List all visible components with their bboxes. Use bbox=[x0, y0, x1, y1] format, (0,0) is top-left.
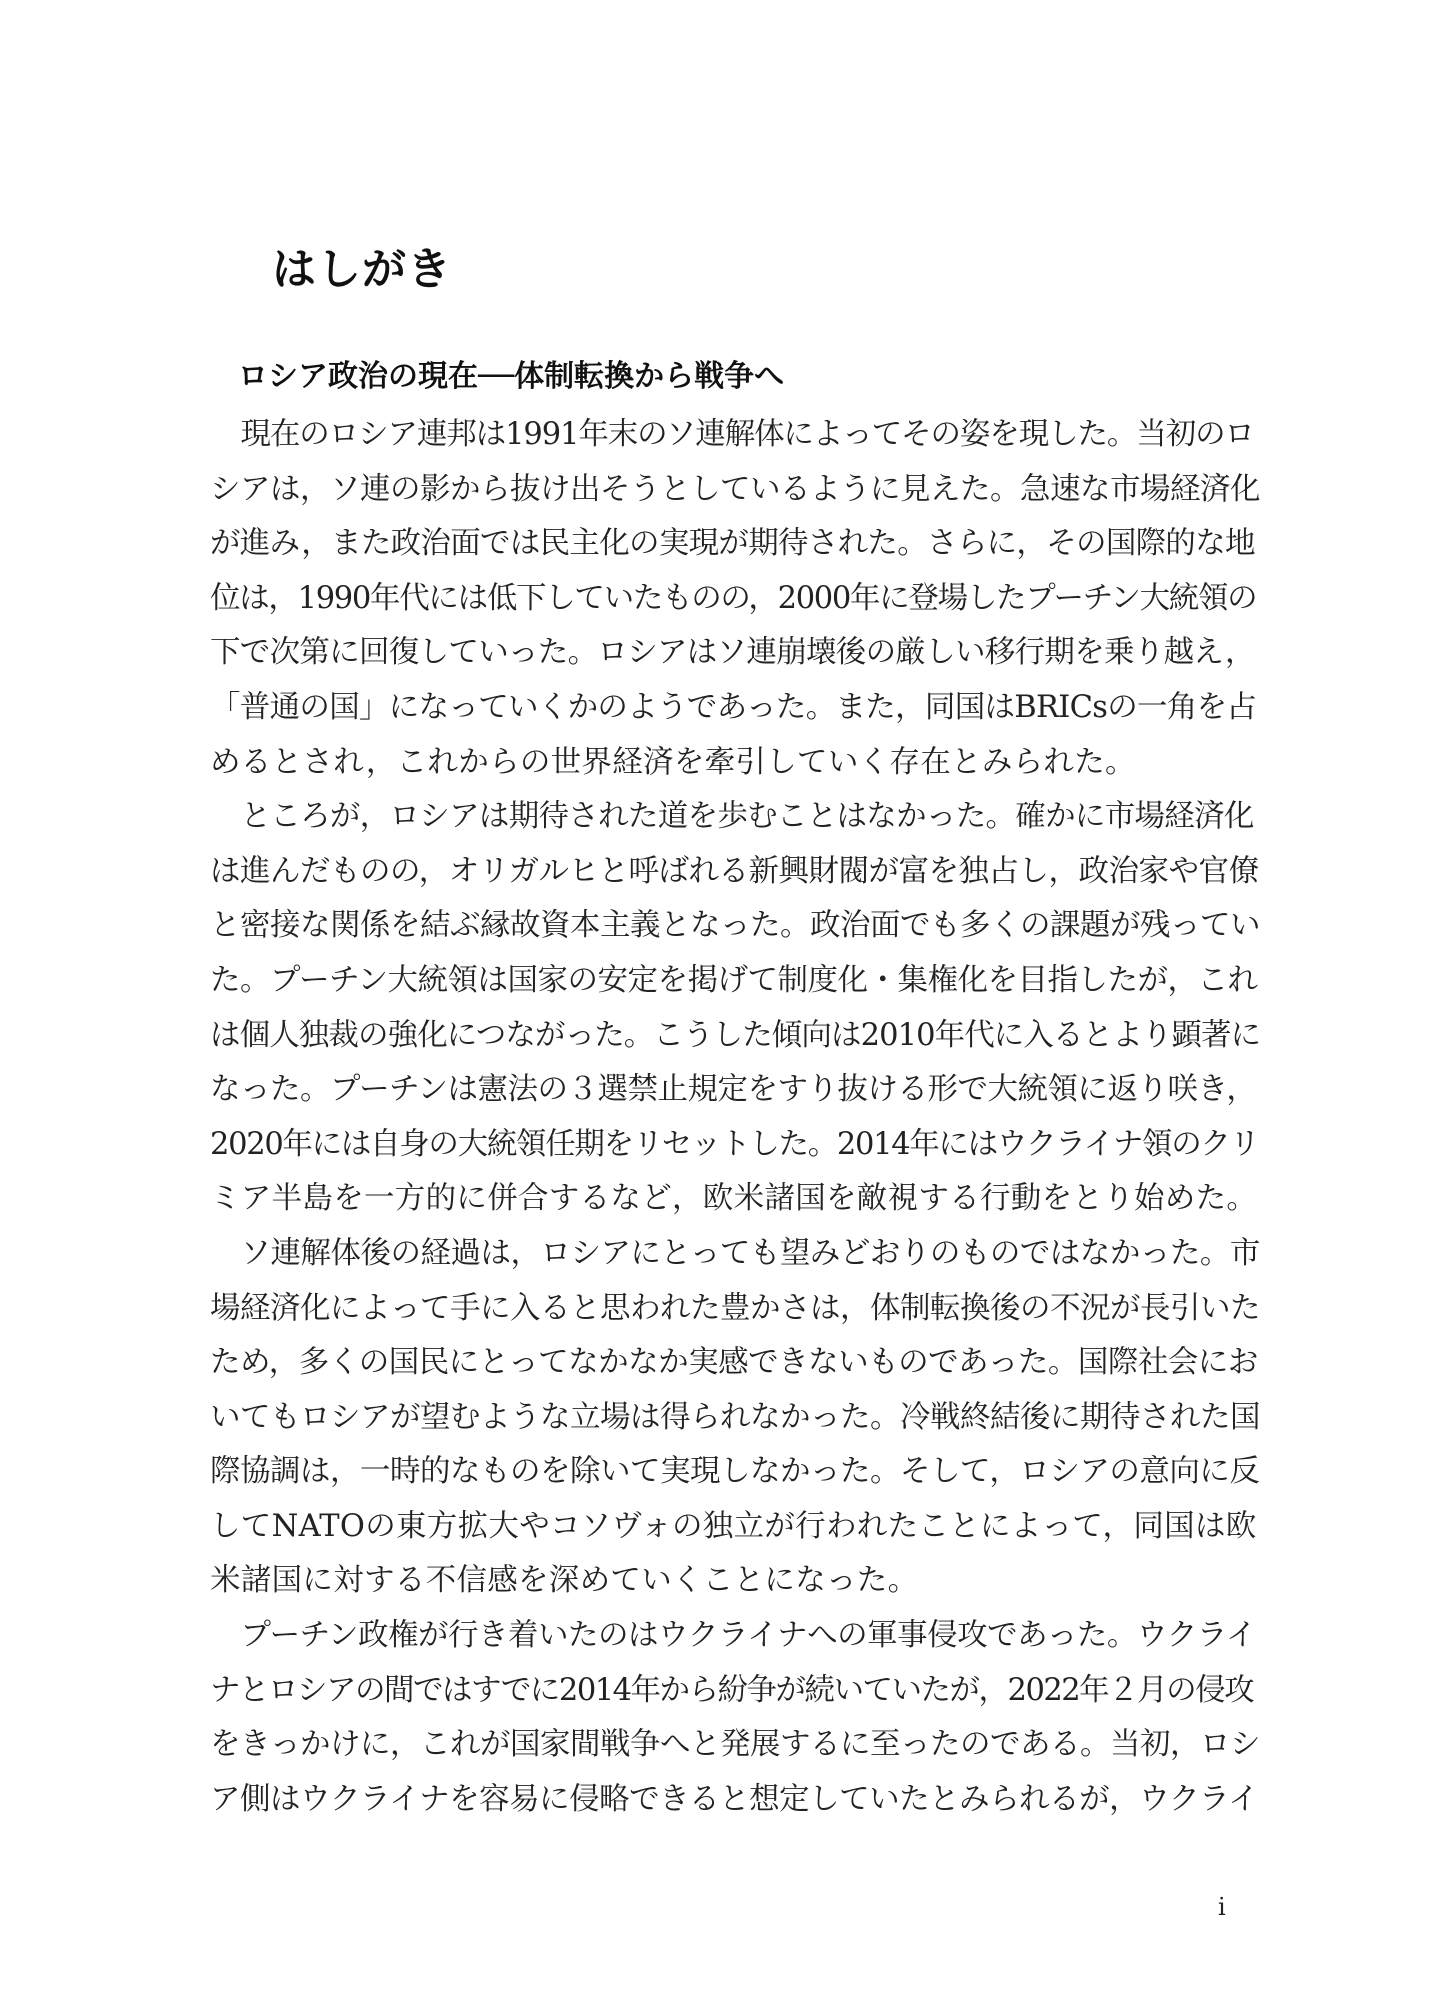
text-line: なった。プーチンは憲法の３選禁止規定をすり抜ける形で大統領に返り咲き， bbox=[210, 1072, 1257, 1108]
text-line: が進み，また政治面では民主化の実現が期待された。さらに，その国際的な地 bbox=[210, 526, 1255, 562]
text-line: 米諸国に対する不信感を深めていくことになった。 bbox=[210, 1563, 919, 1599]
text-line: をきっかけに，これが国家間戦争へと発展するに至ったのである。当初，ロシ bbox=[210, 1727, 1260, 1763]
text-line: 「普通の国」になっていくかのようであった。また，同国はBRICsの一角を占 bbox=[210, 689, 1257, 725]
text-line: 下で次第に回復していった。ロシアはソ連崩壊後の厳しい移行期を乗り越え， bbox=[210, 635, 1255, 671]
paragraph bbox=[210, 790, 1260, 1227]
text-line: 現在のロシア連邦は1991年末のソ連解体によってその姿を現した。当初のロ bbox=[240, 417, 1254, 452]
text-line: いてもロシアが望むような立場は得られなかった。冷戦終結後に期待された国 bbox=[210, 1399, 1260, 1435]
chapter-title: はしがき bbox=[272, 244, 452, 295]
paragraph bbox=[210, 1227, 1260, 1609]
text-line: 場経済化によって手に入ると思われた豊かさは，体制転換後の不況が長引いた bbox=[210, 1290, 1260, 1326]
text-line: 位は，1990年代には低下していたものの，2000年に登場したプーチン大統領の bbox=[210, 580, 1257, 616]
text-line: ところが，ロシアは期待された道を歩むことはなかった。確かに市場経済化 bbox=[240, 799, 1254, 835]
section-title: ロシア政治の現在──体制転換から戦争へ bbox=[238, 359, 785, 394]
text-line: 際協調は，一時的なものを除いて実現しなかった。そして，ロシアの意向に反 bbox=[210, 1454, 1260, 1490]
page-number: i bbox=[1218, 1893, 1226, 1921]
text-line: プーチン政権が行き着いたのはウクライナへの軍事侵攻であった。ウクライ bbox=[240, 1618, 1256, 1654]
text-line: ア側はウクライナを容易に侵略できると想定していたとみられるが，ウクライ bbox=[210, 1781, 1259, 1817]
text-line: シアは，ソ連の影から抜け出そうとしているように見えた。急速な市場経済化 bbox=[210, 471, 1260, 507]
text-line: してNATOの東方拡大やコソヴォの独立が行われたことによって，同国は欧 bbox=[210, 1508, 1257, 1544]
text-line: ため，多くの国民にとってなかなか実感できないものであった。国際社会にお bbox=[210, 1345, 1258, 1381]
text-line: ナとロシアの間ではすでに2014年から紛争が続いていたが，2022年２月の侵攻 bbox=[210, 1672, 1254, 1708]
text-line: た。プーチン大統領は国家の安定を掲げて制度化・集権化を目指したが，これ bbox=[210, 962, 1258, 998]
text-line: めるとされ，これからの世界経済を牽引していく存在とみられた。 bbox=[210, 744, 1136, 780]
text-line: ミア半島を一方的に併合するなど，欧米諸国を敵視する行動をとり始めた。 bbox=[210, 1181, 1258, 1217]
body-text bbox=[210, 408, 1260, 1827]
text-line: は進んだものの，オリガルヒと呼ばれる新興財閥が富を独占し，政治家や官僚 bbox=[210, 853, 1259, 889]
text-line: と密接な関係を結ぶ縁故資本主義となった。政治面でも多くの課題が残ってい bbox=[210, 908, 1260, 944]
paragraph bbox=[210, 1609, 1260, 1827]
text-line: は個人独裁の強化につながった。こうした傾向は2010年代に入るとより顕著に bbox=[210, 1017, 1261, 1053]
paragraph bbox=[210, 408, 1260, 790]
text-line: ソ連解体後の経過は，ロシアにとっても望みどおりのものではなかった。市 bbox=[240, 1235, 1260, 1271]
text-line: 2020年には自身の大統領任期をリセットした。2014年にはウクライナ領のクリ bbox=[210, 1126, 1259, 1162]
